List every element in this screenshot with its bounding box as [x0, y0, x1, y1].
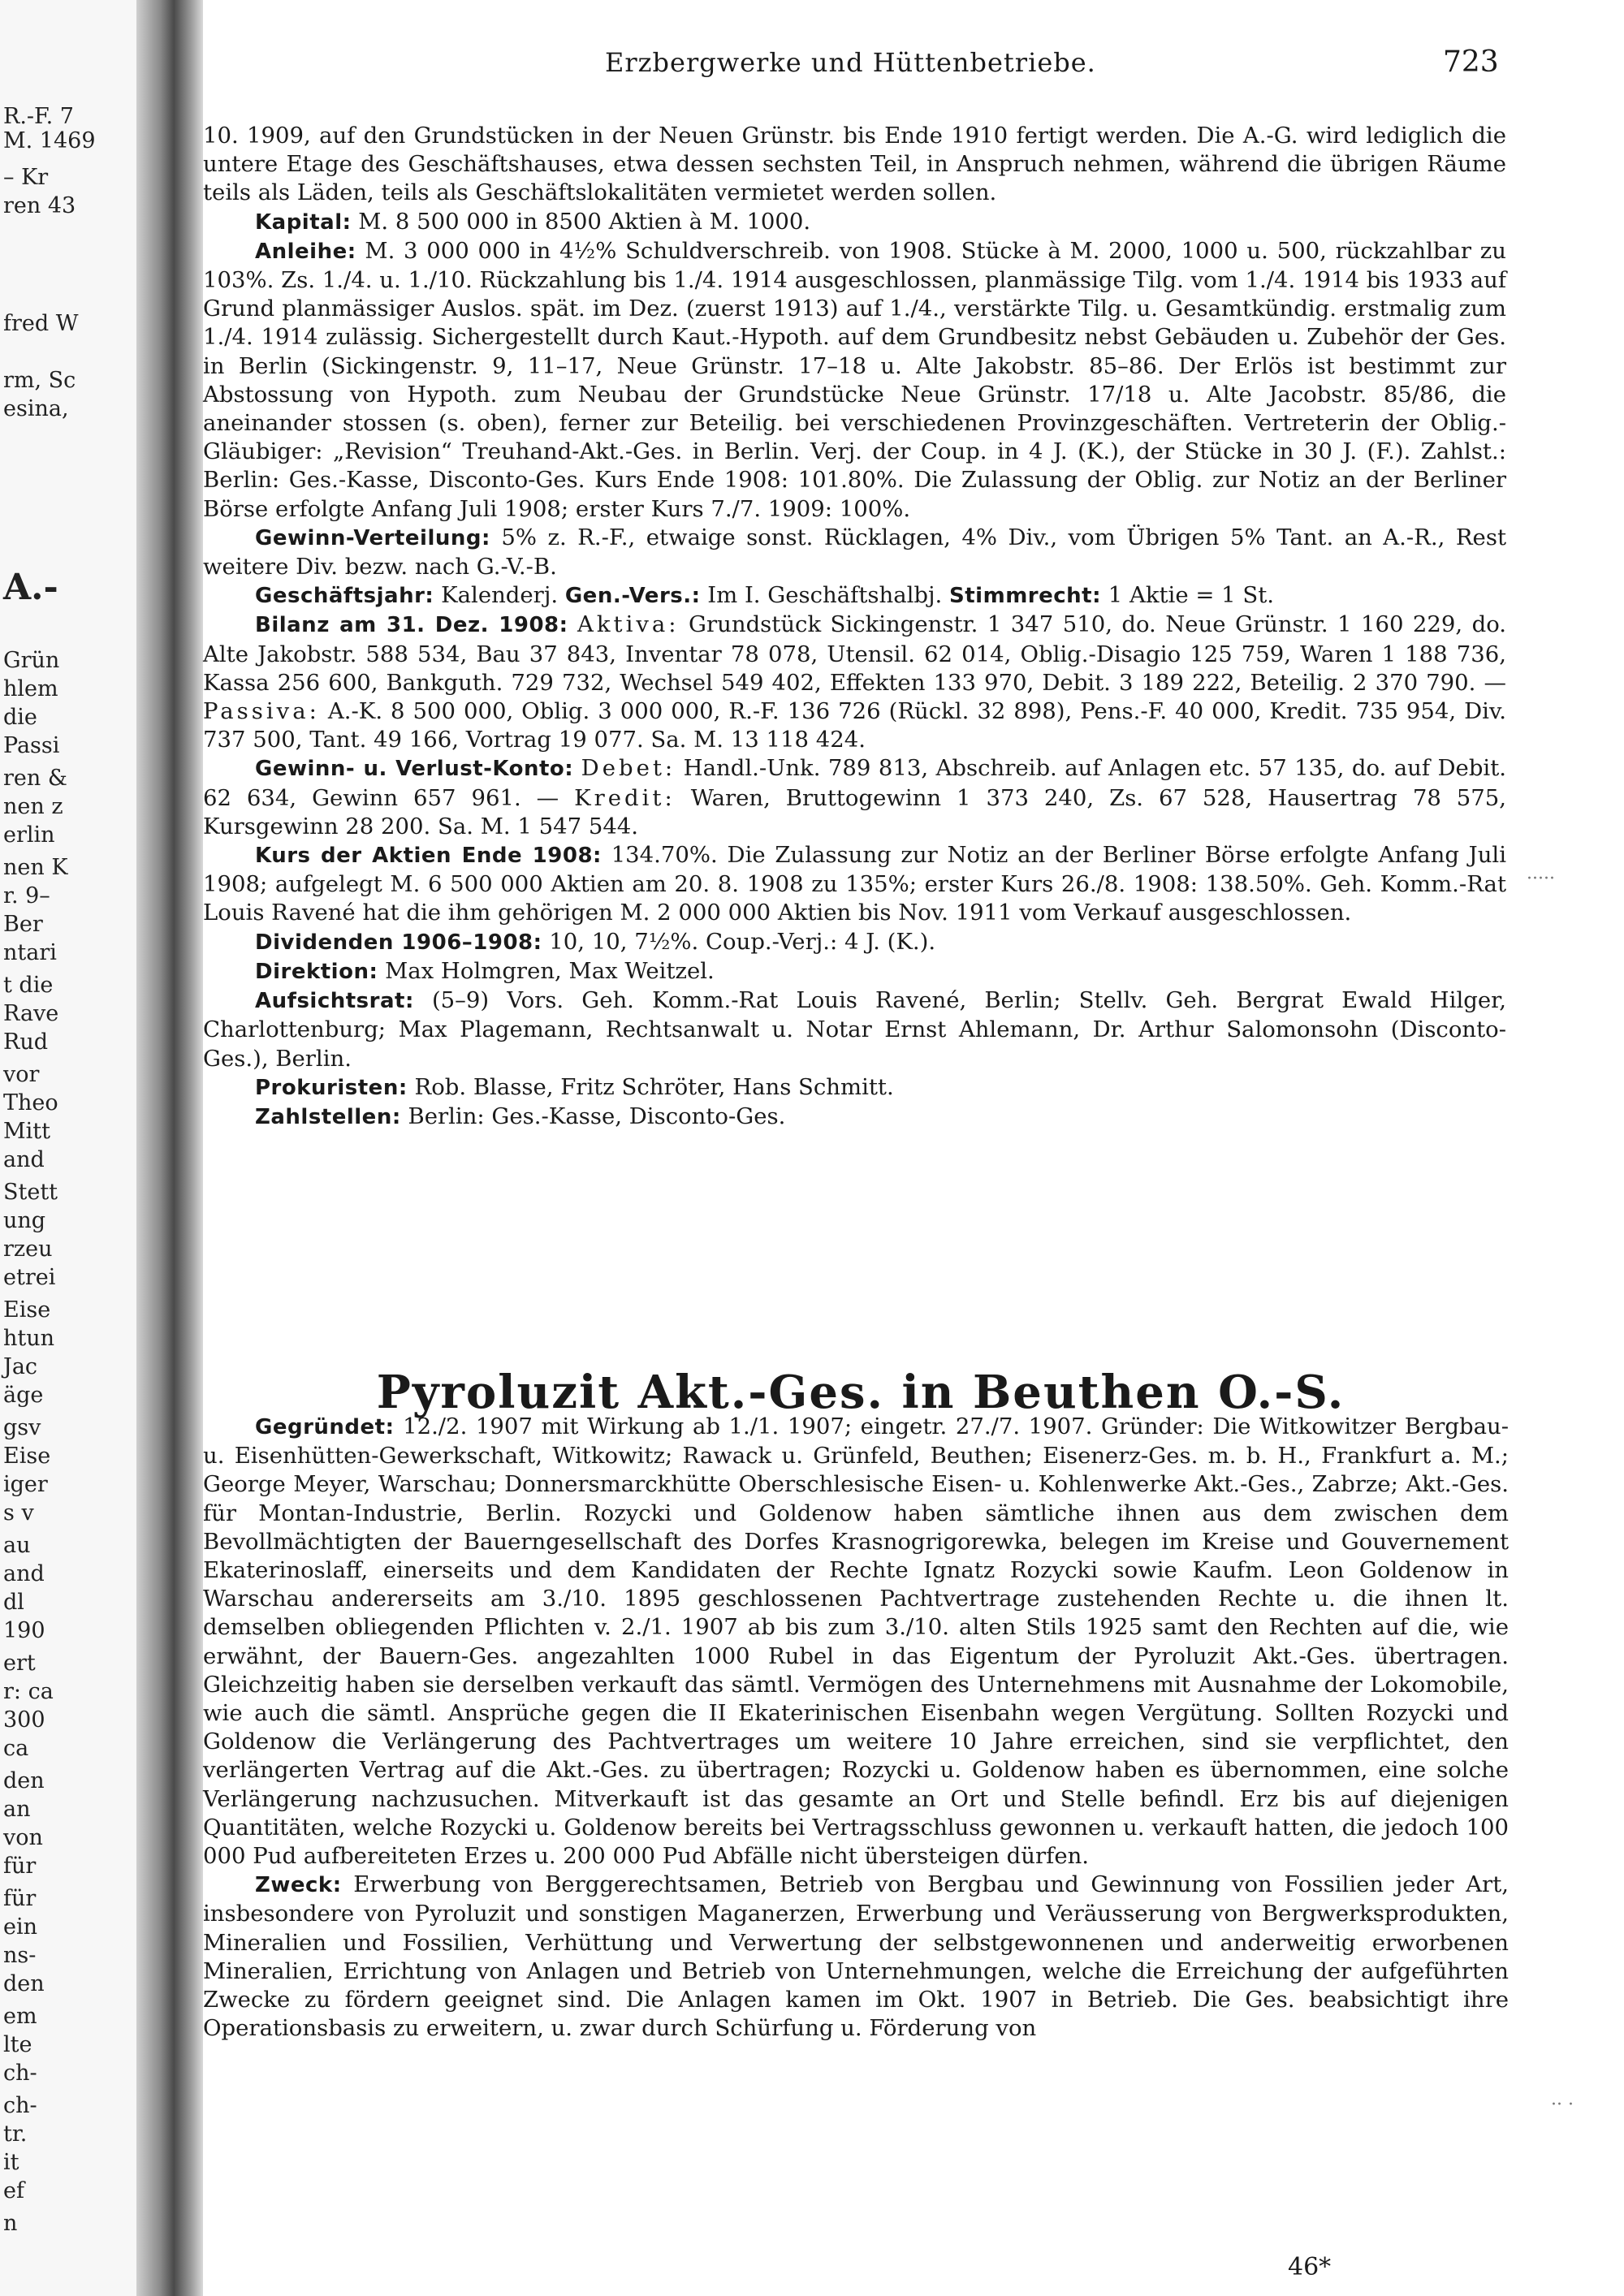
- left-page-fragment: and: [3, 1561, 45, 1586]
- gegr-text: 12./2. 1907 mit Wirkung ab 1./1. 1907; eingetr. 27./7. 1907. Gründer: Die Witkowitzer Bergbau- u. Eisenhütten-Gewerkschaft, Witkowitz; Rawack u. Grünfeld, Beuthen; Eisenerz-Ges. m. b. H., Frankfurt a. M.; George Meyer, Warschau; Donnersmarckhütte Oberschlesische Eisen- u. Kohlenwerke Akt.-Ges., Zabrze; Akt.-Ges. für Montan-Industrie, Berlin. Rozycki und Goldenow haben sämtliche ihnen aus dem zwischen dem Bevollmächtigten der Bauerngesellschaft des Dorfes Krasnogrigorewka, belegen im Kreise und Gouvernement Ekaterinoslaff, einerseits und dem Kandidaten der Rechte Ignatz Rozycki sowie Kaufm. Leon Goldenow in Warschau andererseits am 3./10. 1895 geschlossenen Pachtvertrage zustehenden Rechte u. die ihnen lt. demselben obliegenden Pflichten v. 2./1. 1907 ab bis zum 3./10. alten Stils 1925 samt den Rechten auf die, wie erwähnt, der Bauern-Ges. angezahlten 1000 Rubel in das Eigentum der Pyroluzit Akt.-Ges. übertragen. Gleichzeitig haben sie derselben verkauft das sämtl. Vermögen des Unternehmens mit Ausnahme der Lokomobile, wie auch die sämtl. Ansprüche gegen die II Ekaterinischen Eisenbahn wegen Vergütung. Sollten Rozycki und Goldenow die Verlängerung des Pachtvertrages um weitere 10 Jahre erreichen, sind sie verpflichtet, den verlängerten Vertrag auf die Akt.-Ges. zu übertragen; Rozycki u. Goldenow haben es übernommen, eine solche Verlängerung nachzusuchen. Mitverkauft ist das gesamte an Ort und Stelle befindl. Erz bis auf diejenigen Quantitäten, welche Rozycki u. Goldenow bereits bei Vertragsschluss gewonnen u. verkauft hatten, die jedoch 100 000 Pud aufbereiteten Erzes u. 200 000 Pud Abfälle nicht übersteigen dürfen.: [203, 1413, 1509, 1870]
- gewinn-text: 5% z. R.-F., etwaige sonst. Rücklagen, 4% Div., vom Übrigen 5% Tant. an A.-R., Rest weitere Div. bezw. nach G.-V.-B.: [203, 524, 1506, 580]
- zweck-label: Zweck:: [255, 1873, 342, 1898]
- gv-text: Im I. Geschäftshalbj.: [707, 582, 943, 609]
- left-page-fragment: Eise: [3, 1297, 51, 1323]
- aktiva-label: Aktiva:: [577, 611, 680, 638]
- direktion-text: Max Holmgren, Max Weitzel.: [385, 957, 715, 984]
- left-page-fragment: em: [3, 2004, 37, 2029]
- passiva-label: Passiva:: [203, 698, 320, 725]
- left-page-fragment: für: [3, 1854, 37, 1879]
- bilanz-label: Bilanz am 31. Dez. 1908:: [255, 613, 568, 638]
- direktion-paragraph: [203, 957, 1506, 986]
- left-page-fragment: rm, Sc: [3, 368, 76, 393]
- left-page-fragment: s v: [3, 1500, 34, 1526]
- stimm-label: Stimmrecht:: [949, 584, 1101, 609]
- left-page-fragment: hlem: [3, 676, 58, 701]
- gewinn-paragraph: [203, 524, 1506, 581]
- left-page-fragment: erlin: [3, 822, 55, 848]
- prok-label: Prokuristen:: [255, 1075, 408, 1100]
- left-page-fragment: die: [3, 705, 37, 730]
- company-entry-top: [203, 122, 1506, 1132]
- prok-text: Rob. Blasse, Fritz Schröter, Hans Schmitt.: [414, 1073, 894, 1100]
- left-page-fragment: ren 43: [3, 193, 76, 218]
- page-number: 723: [1443, 45, 1499, 79]
- gj-text: Kalenderj.: [441, 582, 559, 609]
- gv-konto-paragraph: [203, 754, 1506, 841]
- left-page-fragment: 190: [3, 1618, 45, 1643]
- left-page-fragment: ntari: [3, 940, 57, 965]
- running-header: [203, 47, 1502, 80]
- left-page-fragment: an: [3, 1797, 31, 1822]
- left-page-fragment: ch-: [3, 2061, 37, 2086]
- left-page-fragment: M. 1469: [3, 128, 96, 153]
- dividenden-paragraph: [203, 928, 1506, 957]
- left-page-fragment: Eise: [3, 1444, 51, 1469]
- left-page-fragment: ung: [3, 1208, 46, 1233]
- kurs-label: Kurs der Aktien Ende 1908:: [255, 844, 602, 869]
- left-page-fragment: Theo: [3, 1090, 58, 1116]
- left-page-fragment: Jac: [3, 1354, 38, 1379]
- left-page-fragment: 300: [3, 1707, 45, 1733]
- div-label: Dividenden 1906–1908:: [255, 930, 542, 955]
- prokuristen-paragraph: [203, 1073, 1506, 1103]
- running-title: Erzbergwerke und Hüttenbetriebe.: [605, 47, 1096, 78]
- left-page-fragment: au: [3, 1533, 31, 1558]
- ar-text: (5–9) Vors. Geh. Komm.-Rat Louis Ravené, Berlin; Stellv. Geh. Bergrat Ewald Hilger, Charlottenburg; Max Plagemann, Rechtsanwalt u. Notar Ernst Ahlemann, Dr. Arthur Salomonsohn (Disconto-Ges.), Berlin.: [203, 987, 1506, 1072]
- left-page-fragment: dl: [3, 1590, 24, 1615]
- gewinn-label: Gewinn-Verteilung:: [255, 525, 490, 550]
- gegruendet-paragraph: [203, 1413, 1509, 1871]
- kapital-label: Kapital:: [255, 209, 352, 235]
- kredit-text: Waren, Bruttogewinn 1 373 240, Zs. 67 528, Hausertrag 78 575, Kursgewinn 28 200. Sa. M. 1 547 544.: [203, 784, 1506, 839]
- stimm-text: 1 Aktie = 1 St.: [1108, 582, 1275, 609]
- left-page-fragment: r. 9–: [3, 883, 50, 908]
- left-page-fragment: gsv: [3, 1415, 41, 1440]
- left-page-fragment: and: [3, 1147, 45, 1172]
- left-page-fragment: vor: [3, 1062, 40, 1087]
- left-page-fragment: lte: [3, 2032, 32, 2057]
- left-page-fragment: Rave: [3, 1001, 59, 1026]
- left-page-fragment: nen K: [3, 855, 68, 880]
- left-page-fragment: rzeu: [3, 1236, 53, 1262]
- left-page-fragment: R.-F. 7: [3, 104, 74, 129]
- aktiva-text: Grundstück Sickingenstr. 1 347 510, do. Neue Grünstr. 1 160 229, do. Alte Jakobstr. 588 534, Bau 37 843, Inventar 78 078, Utensil. 62 014, Oblig.-Disagio 125 759, Waren 1 188 736, Kassa 256 600, Bankguth. 729 732, Wechsel 549 402, Effekten 133 970, Debit. 3 189 222, Beteilig. 2 370 790. —: [203, 611, 1507, 696]
- page: [203, 0, 1624, 2296]
- left-page-fragment: von: [3, 1825, 43, 1850]
- left-page-fragment: Passi: [3, 733, 60, 758]
- left-page-fragment: fred W: [3, 311, 79, 336]
- left-page-fragment: den: [3, 1971, 45, 1996]
- left-page-fragment: äge: [3, 1383, 44, 1408]
- left-page-fragment: t die: [3, 973, 54, 998]
- left-page-fragment: etrei: [3, 1265, 56, 1290]
- left-page-fragment: Mitt: [3, 1119, 50, 1144]
- kurs-text: 134.70%. Die Zulassung zur Notiz an der Berliner Börse erfolgte Anfang Juli 1908; aufgelegt M. 6 500 000 Aktien am 20. 8. 1908 zu 135%; erster Kurs 26./8. 1908: 138.50%. Geh. Komm.-Rat Louis Ravené hat die ihm gehörigen M. 2 000 000 Aktien bis Nov. 1911 vom Verkauf ausgeschlossen.: [203, 842, 1507, 926]
- left-page-fragment: den: [3, 1768, 45, 1793]
- passiva-text: A.-K. 8 500 000, Oblig. 3 000 000, R.-F. 136 726 (Rückl. 32 898), Pens.-F. 40 000, Kredit. 735 954, Div. 737 500, Tant. 49 166, Vortrag 19 077. Sa. M. 13 118 424.: [203, 698, 1506, 753]
- ar-label: Aufsichtsrat:: [255, 989, 414, 1014]
- left-page-fragment: Grün: [3, 648, 60, 673]
- scan-speck: ·····: [1527, 869, 1555, 889]
- scan-speck: ·· ·: [1551, 2095, 1574, 2115]
- left-page-fragment: ein: [3, 1914, 38, 1940]
- left-page-fragment: für: [3, 1886, 37, 1911]
- intro-paragraph: 10. 1909, auf den Grundstücken in der Neuen Grünstr. bis Ende 1910 fertigt werden. Die A.-G. wird lediglich die untere Etage des Geschäftshauses, etwa dessen sechsten Teil, in Anspruch nehmen, während die übrigen Räume teils als Läden, teils als Geschäftslokalitäten vermietet werden sollen.: [203, 123, 1506, 206]
- left-page-fragment: ns-: [3, 1943, 37, 1968]
- anleihe-paragraph: [203, 237, 1506, 524]
- printer-signature: 46*: [1288, 2253, 1332, 2281]
- left-page-fragment: htun: [3, 1326, 55, 1351]
- zahl-label: Zahlstellen:: [255, 1104, 401, 1129]
- left-page-fragment: ca: [3, 1736, 29, 1761]
- left-page-fragment: Ber: [3, 912, 43, 937]
- left-page-fragment: ert: [3, 1651, 36, 1676]
- book-spine-shadow: [136, 0, 205, 2296]
- left-page-fragment: it: [3, 2150, 19, 2175]
- left-page-fragment: r: ca: [3, 1679, 54, 1704]
- left-page-fragment: esina,: [3, 396, 69, 421]
- kapital-paragraph: [203, 208, 1506, 237]
- left-page-fragment: ren &: [3, 766, 67, 791]
- aufsichtsrat-paragraph: [203, 986, 1506, 1073]
- left-page-fragment: n: [3, 2211, 18, 2236]
- zweck-text: Erwerbung von Berggerechtsamen, Betrieb von Bergbau und Gewinnung von Fossilien jeder Art, insbesondere von Pyroluzit und sonstigen Maganerzen, Erwerbung und Veräusserung von Bergwerksprodukten, Mineralien und Fossilien, Verhüttung und Verwertung der selbstgewonnenen und anderweitig erworbenen Mineralien, Errichtung von Anlagen und Betrieb von Unternehmungen, welche die Erreichung der aufgeführten Zwecke zu fördern geeignet sind. Die Anlagen kamen im Okt. 1907 in Betrieb. Die Ges. beabsichtigt ihre Operationsbasis zu erweitern, u. zwar durch Schürfung u. Förderung von: [203, 1871, 1509, 2042]
- direktion-label: Direktion:: [255, 959, 378, 984]
- left-page-fragment: iger: [3, 1472, 48, 1497]
- zahlstellen-paragraph: [203, 1103, 1506, 1132]
- zahl-text: Berlin: Ges.-Kasse, Disconto-Ges.: [408, 1103, 786, 1129]
- left-page-fragment: Rud: [3, 1029, 49, 1055]
- debet-label: Debet:: [581, 755, 676, 782]
- company-entry-pyroluzit: [203, 1413, 1509, 2043]
- gj-label: Geschäftsjahr:: [255, 584, 434, 609]
- zweck-paragraph: [203, 1871, 1509, 2043]
- kurs-paragraph: [203, 841, 1506, 928]
- anleihe-text: M. 3 000 000 in 4½% Schuldverschreib. von 1908. Stücke à M. 2000, 1000 u. 500, rückzahlbar zu 103%. Zs. 1./4. u. 1./10. Rückzahlung bis 1./4. 1914 ausgeschlossen, planmässige Tilg. vom 1./4. 1914 bis 1933 auf Grund planmässiger Auslos. spät. im Dez. (zuerst 1913) auf 1./4., verstärkte Tilg. u. Gesamtkündig. erstmalig zum 1./4. 1914 zulässig. Sichergestellt durch Kaut.-Hypoth. auf dem Grundbesitz nebst Gebäuden u. Zubehör der Ges. in Berlin (Sickingenstr. 9, 11–17, Neue Grünstr. 17–18 u. Alte Jakobstr. 85–86. Der Erlös ist bestimmt zur Abstossung von Hypoth. zum Neubau der Grundstücke Neue Grünstr. 17/18 u. Alte Jacobstr. 85/86, die aneinander stossen (s. oben), ferner zur Beteilig. bei verschiedenen Provinzgeschäften. Vertreterin der Oblig.-Gläubiger: „Revision“ Treuhand-Akt.-Ges. in Berlin. Verj. der Coup. in 4 J. (K.), der Stücke in 30 J. (F.). Zahlst.: Berlin: Ges.-Kasse, Disconto-Ges. Kurs Ende 1908: 101.80%. Die Zulassung der Oblig. zur Notiz an der Berliner Börse erfolgte Anfang Juli 1908; erster Kurs 7./7. 1909: 100%.: [203, 237, 1507, 522]
- debet-text: Handl.-Unk. 789 813, Abschreib. auf Anlagen etc. 57 135, do. auf Debit. 62 634, Gewinn 657 961. —: [203, 755, 1507, 811]
- left-page-fragment: A.-: [3, 567, 58, 608]
- kapital-text: M. 8 500 000 in 8500 Aktien à M. 1000.: [358, 208, 811, 235]
- gv-konto-label: Gewinn- u. Verlust-Konto:: [255, 757, 574, 782]
- left-page-fragment: tr.: [3, 2121, 28, 2147]
- left-page-fragment: ch-: [3, 2093, 37, 2118]
- company-title: Pyroluzit Akt.-Ges. in Beuthen O.-S.: [376, 1366, 1345, 1419]
- bilanz-paragraph: [203, 611, 1506, 754]
- gegr-label: Gegründet:: [255, 1415, 395, 1439]
- left-page-fragment: nen z: [3, 794, 63, 819]
- left-page-fragment: – Kr: [3, 165, 49, 190]
- geschaeftsjahr-paragraph: [203, 581, 1506, 611]
- gv-label: Gen.-Vers.:: [564, 584, 701, 609]
- left-page-fragment: ef: [3, 2178, 24, 2203]
- left-page-fragment: Stett: [3, 1180, 58, 1205]
- kredit-label: Kredit:: [574, 784, 676, 811]
- anleihe-label: Anleihe:: [255, 239, 356, 264]
- div-text: 10, 10, 7½%. Coup.-Verj.: 4 J. (K.).: [549, 928, 936, 955]
